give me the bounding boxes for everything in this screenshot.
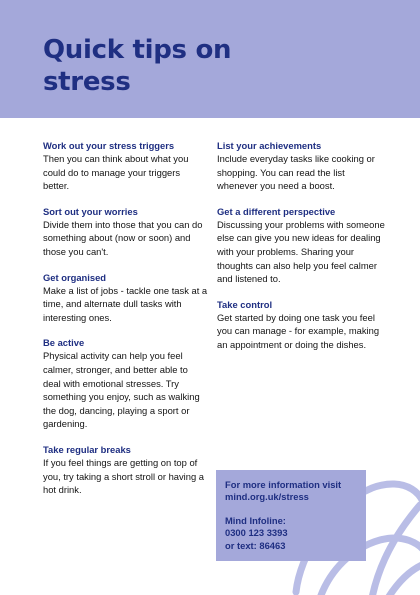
tip-heading: Work out your stress triggers: [43, 140, 175, 151]
tip-body: Then you can think about what you could do to manage your triggers better.: [43, 153, 189, 192]
tip-body: Divide them into those that you can do something about (now or soon) and those you can't.: [43, 218, 203, 257]
tip-heading: Get organised: [43, 271, 107, 283]
tip-heading: Take control: [217, 298, 273, 310]
tip-body: Make a list of jobs - tackle one task at a time, and alternate dull tasks with interesting ones.: [43, 284, 208, 323]
info-box: [216, 470, 366, 561]
tip-body: Discussing your problems with someone else can give you new ideas for dealing with your problems. Sharing your thoughts can also help you feel calmer and listened to.: [217, 218, 385, 285]
tip-body: If you feel things are getting on top of you, try taking a short stroll or having a hot drink.: [43, 456, 205, 496]
page-title: Quick tips on stress: [43, 35, 232, 97]
tip-heading: Take regular breaks: [43, 443, 131, 455]
tip-body: Get started by doing one task you feel you can manage - for example, making an appointment or doing the dishes.: [217, 311, 380, 350]
tip-body: Include everyday tasks like cooking or shopping. You can read the list whenever you need a boost.: [217, 153, 375, 192]
tip-body: Physical activity can help you feel calmer, stronger, and better able to deal with emotional stresses. Try something you enjoy, such as walking the dog, dancing, playing a sport or gardening.: [43, 350, 200, 430]
info-text: For more information visit: [225, 479, 342, 490]
tip-heading: Be active: [43, 337, 85, 349]
tip-heading: List your achievements: [217, 140, 322, 151]
infoline-label: Mind Infoline:: [225, 514, 286, 526]
phone-number[interactable]: 0300 123 3393: [225, 527, 288, 539]
website-link[interactable]: mind.org.uk/stress: [225, 491, 309, 503]
text-number: or text: 86463: [225, 539, 286, 551]
tip-heading: Get a different perspective: [217, 205, 336, 217]
tip-heading: Sort out your worries: [43, 205, 138, 217]
